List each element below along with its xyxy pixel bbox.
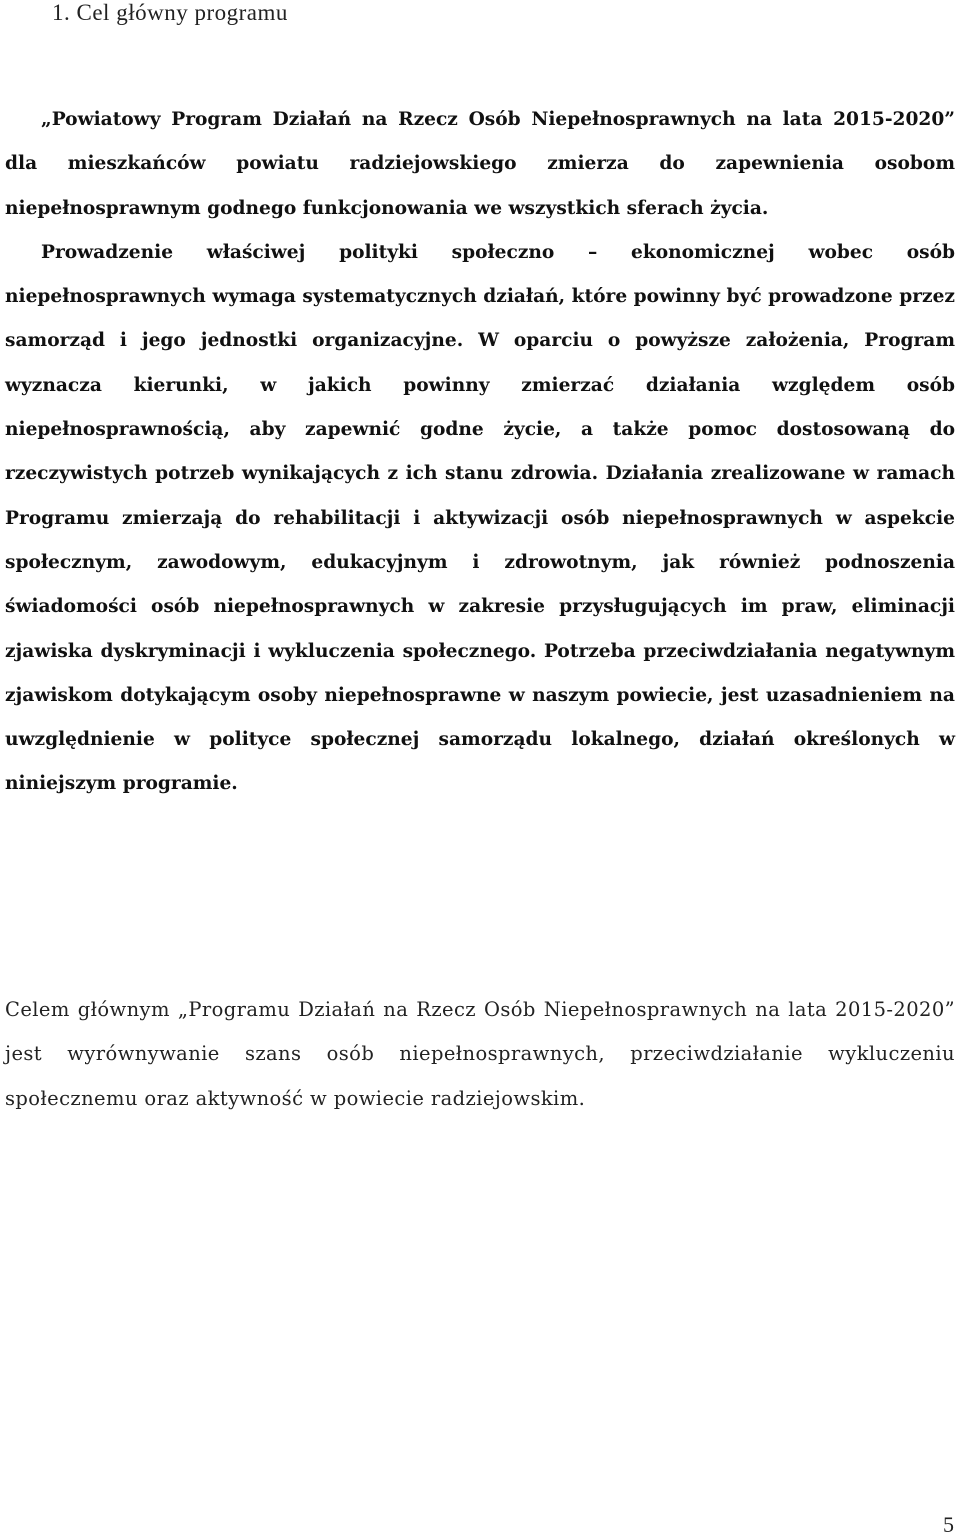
body-paragraph-1 [5, 98, 955, 807]
paragraph-1-body: Prowadzenie właściwej polityki społeczno – ekonomicznej wobec osób niepełnosprawnych wymaga systematycznych działań, które powinny być prowadzone przez samorząd i jego jednostki organizacyjne. W oparciu o powyższe założenia, Program wyznacza kierunki, w jakich powinny zmierzać działania względem osób niepełnosprawnością, aby zapewnić godne życie, a także pomoc dostosowaną do rzeczywistych potrzeb wynikających z ich stanu zdrowia. Działania zrealizowane w ramach Programu zmierzają do rehabilitacji i aktywizacji osób niepełnosprawnych w aspekcie społecznym, zawodowym, edukacyjnym i zdrowotnym, jak również podnoszenia świadomości osób niepełnosprawnych w zakresie przysługujących im praw, eliminacji zjawiska dyskryminacji i wykluczenia społecznego. Potrzeba przeciwdziałania negatywnym zjawiskom dotykającym osoby niepełnosprawne w naszym powiecie, jest uzasadnieniem na uwzględnienie w polityce społecznej samorządu lokalnego, działań określonych w niniejszym programie. [5, 241, 955, 795]
page-number: 5 [943, 1512, 954, 1537]
section-heading: 1. Cel główny programu [52, 0, 288, 25]
paragraph-1-intro: „Powiatowy Program Działań na Rzecz Osób Niepełnosprawnych na lata 2015-2020” dla mieszkańców powiatu radziejowskiego zmierza do zapewnienia osobom niepełnosprawnym godnego funkcjonowania we wszystkich sferach życia. [5, 109, 955, 219]
body-paragraph-2: Celem głównym „Programu Działań na Rzecz Osób Niepełnosprawnych na lata 2015-2020” jest wyrównywanie szans osób niepełnosprawnych, przeciwdziałanie wykluczeniu społecznemu oraz aktywność w powiecie radziejowskim. [5, 998, 955, 1110]
